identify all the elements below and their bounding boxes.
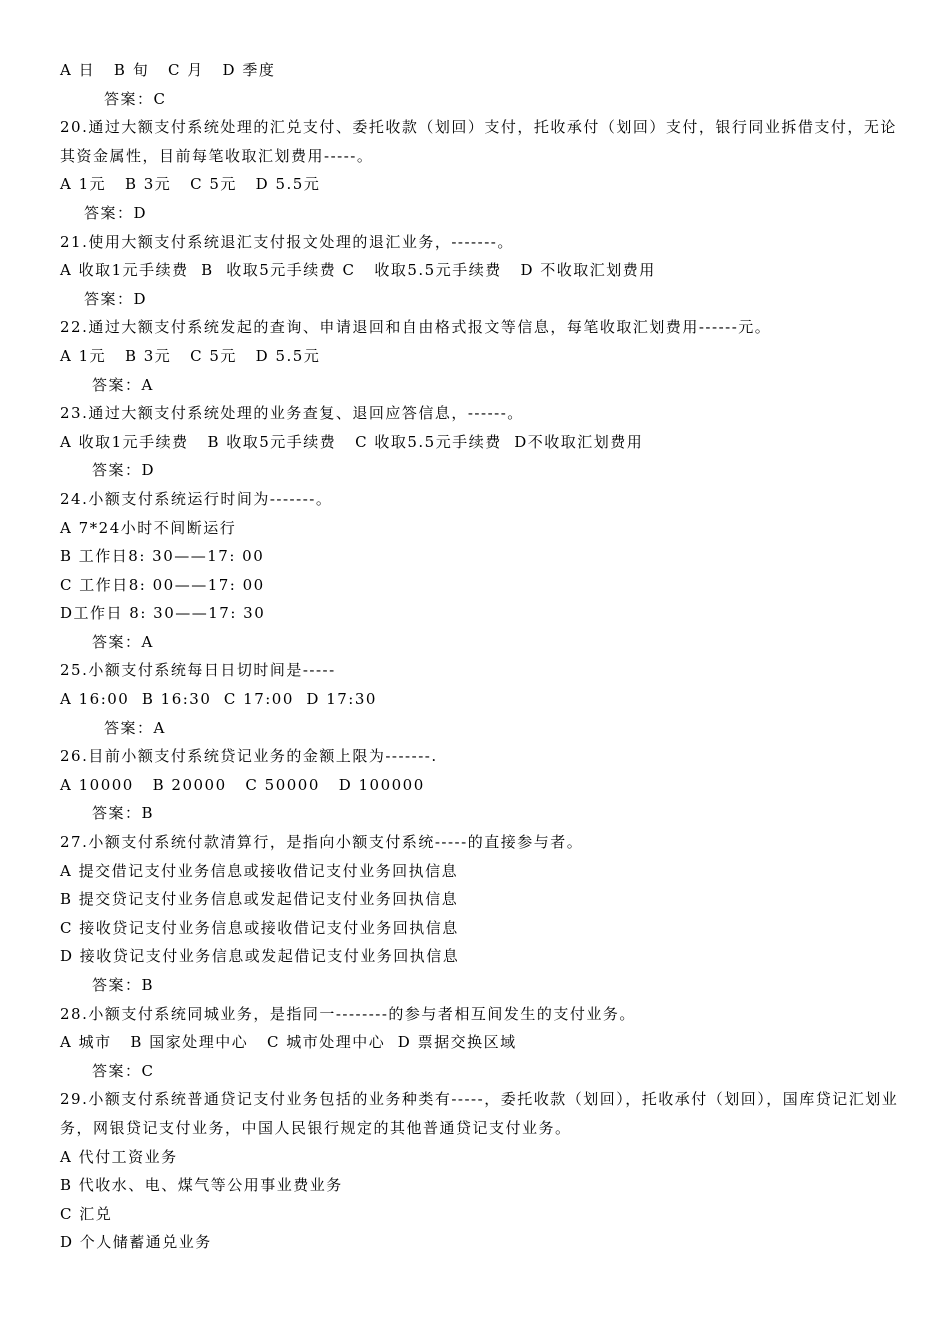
question-line: 28.小额支付系统同城业务，是指同一--------的参与者相互间发生的支付业务。 — [60, 1004, 636, 1023]
option-line: A 城市 B 国家处理中心 C 城市处理中心 D 票据交换区域 — [60, 1033, 517, 1052]
question-line: 29.小额支付系统普通贷记支付业务包括的业务种类有-----，委托收款（划回），托收承付（划回），国库贷记汇划业务，网银贷记支付业务，中国人民银行规定的其他普通贷记支付业务。 — [60, 1090, 899, 1137]
option-line: A 收取1元手续费 B 收取5元手续费 C 收取5.5元手续费 D 不收取汇划费用 — [60, 261, 656, 280]
option-line: A 日 B 旬 C 月 D 季度 — [60, 61, 276, 79]
answer-line: 答案：D — [84, 289, 148, 308]
question-line: 22.通过大额支付系统发起的查询、申请退回和自由格式报文等信息，每笔收取汇划费用------元。 — [60, 318, 772, 337]
option-line: A 10000 B 20000 C 50000 D 100000 — [60, 775, 425, 794]
option-line: D 接收贷记支付业务信息或发起借记支付业务回执信息 — [60, 947, 460, 966]
question-line: 20.通过大额支付系统处理的汇兑支付、委托收款（划回）支付，托收承付（划回）支付，银行同业拆借支付，无论其资金属性，目前每笔收取汇划费用-----。 — [60, 118, 897, 165]
option-line: B 工作日8: 30——17: 00 — [60, 547, 265, 566]
question-line: 21.使用大额支付系统退汇支付报文处理的退汇业务，-------。 — [60, 232, 514, 251]
question-line: 25.小额支付系统每日日切时间是----- — [60, 661, 336, 680]
question-line: 23.通过大额支付系统处理的业务查复、退回应答信息，------。 — [60, 404, 524, 423]
question-line: 27.小额支付系统付款清算行，是指向小额支付系统-----的直接参与者。 — [60, 833, 584, 852]
answer-line: 答案：A — [92, 375, 154, 394]
option-line: A 16:00 B 16:30 C 17:00 D 17:30 — [60, 690, 377, 709]
answer-line: 答案：D — [92, 461, 156, 480]
answer-line: 答案：C — [92, 1061, 155, 1080]
option-line: A 1元 B 3元 C 5元 D 5.5元 — [60, 175, 321, 194]
question-line: 24.小额支付系统运行时间为-------。 — [60, 489, 333, 508]
question-line: 26.目前小额支付系统贷记业务的金额上限为-------. — [60, 747, 438, 766]
answer-line: 答案：A — [92, 632, 154, 651]
option-line: C 接收贷记支付业务信息或接收借记支付业务回执信息 — [60, 918, 459, 937]
option-line: C 汇兑 — [60, 1204, 113, 1223]
document-page — [60, 56, 902, 1257]
option-line: A 提交借记支付业务信息或接收借记支付业务回执信息 — [60, 861, 459, 880]
answer-line: 答案：A — [104, 718, 166, 737]
answer-line: 答案：B — [92, 804, 155, 823]
option-line: A 1元 B 3元 C 5元 D 5.5元 — [60, 346, 321, 365]
option-line: D工作日 8: 30——17: 30 — [60, 604, 266, 623]
option-line: D 个人储蓄通兑业务 — [60, 1233, 212, 1252]
answer-line: 答案：C — [104, 89, 167, 108]
option-line: A 代付工资业务 — [60, 1147, 178, 1166]
option-line: C 工作日8: 00——17: 00 — [60, 575, 265, 594]
option-line: B 代收水、电、煤气等公用事业费业务 — [60, 1176, 343, 1195]
option-line: A 收取1元手续费 B 收取5元手续费 C 收取5.5元手续费 D不收取汇划费用 — [60, 432, 644, 451]
option-line: A 7*24小时不间断运行 — [60, 518, 237, 537]
option-line: B 提交贷记支付业务信息或发起借记支付业务回执信息 — [60, 890, 459, 909]
answer-line: 答案：B — [92, 976, 155, 994]
answer-line: 答案：D — [84, 203, 148, 222]
